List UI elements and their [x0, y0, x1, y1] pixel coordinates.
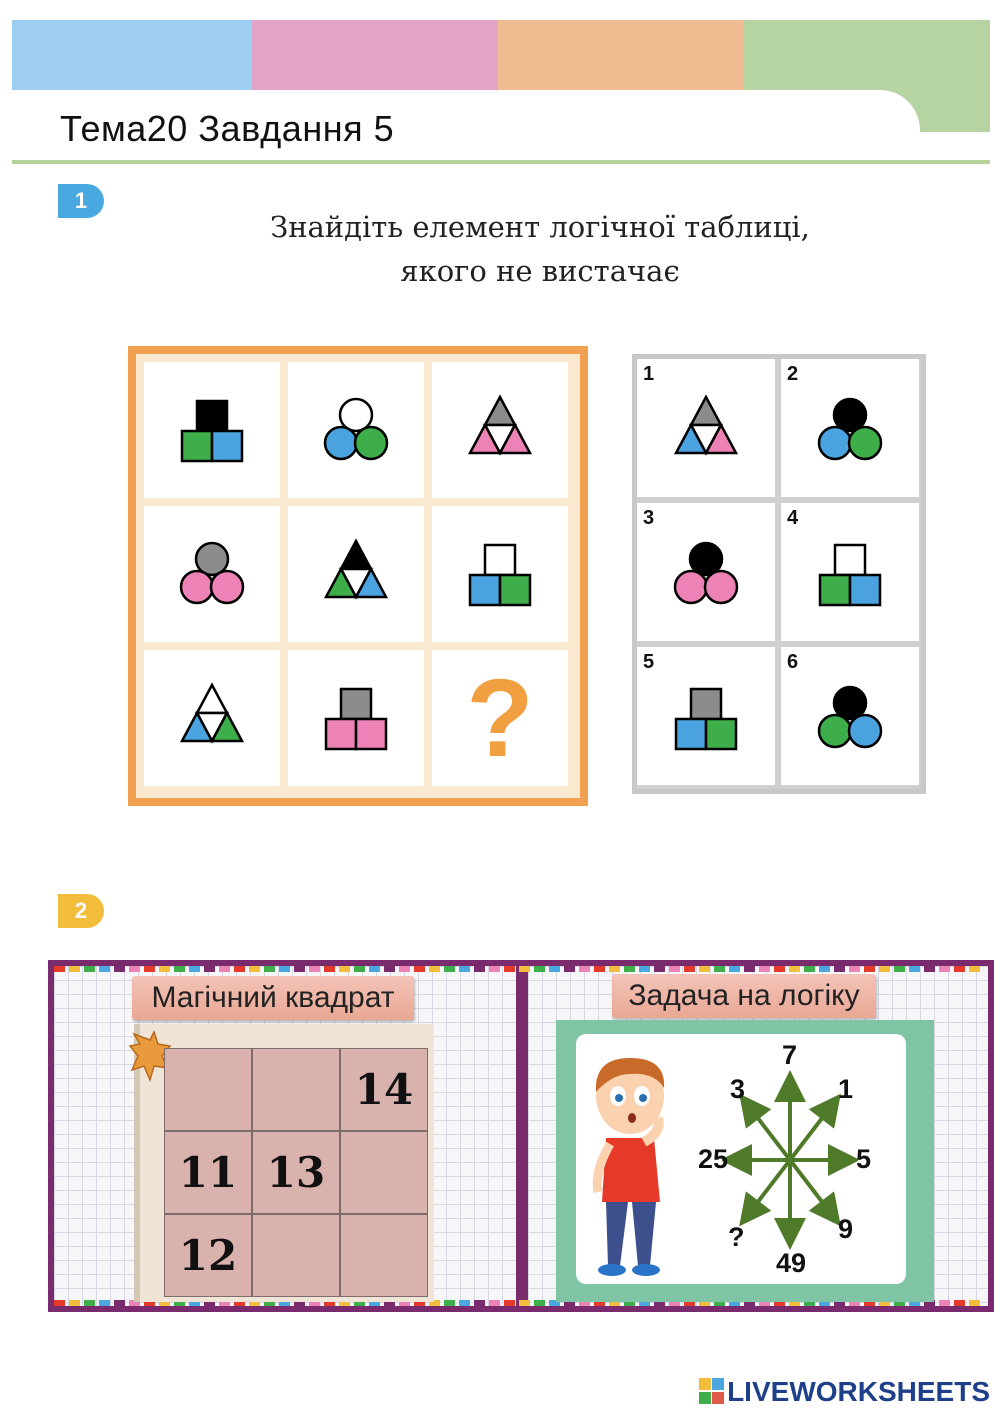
logic-table-cell: [144, 506, 280, 642]
option-number: 4: [787, 507, 799, 529]
answer-option-5[interactable]: [637, 647, 775, 785]
star-number-right: 5: [856, 1144, 872, 1174]
option-number: 5: [643, 651, 655, 673]
logic-table: [128, 346, 588, 806]
magic-square-empty-cell[interactable]: [252, 1214, 340, 1297]
star-number-top-left: 3: [730, 1074, 746, 1104]
instruction-line-1: Знайдіть елемент логічної таблиці,: [270, 210, 810, 244]
header-strip-green: [744, 20, 990, 90]
task-1-instruction: [200, 205, 880, 293]
circles-figure: [805, 673, 895, 767]
header-strip-orange: [498, 20, 744, 90]
answer-option-6[interactable]: [781, 647, 919, 785]
triangle-figure: [311, 529, 401, 623]
magic-square-title: Магічний квадрат: [132, 976, 414, 1020]
logic-table-cell: [432, 506, 568, 642]
magic-square-cell: 12: [164, 1214, 252, 1297]
squares-figure: [311, 673, 401, 767]
circles-figure: [805, 385, 895, 479]
question-mark-icon: ?: [466, 656, 534, 780]
magic-square-empty-cell[interactable]: [252, 1048, 340, 1131]
squares-figure: [455, 529, 545, 623]
magic-square-cell: 11: [164, 1131, 252, 1214]
answer-option-4[interactable]: [781, 503, 919, 641]
header-strip-blue: [12, 20, 252, 90]
option-number: 6: [787, 651, 799, 673]
missing-cell[interactable]: [432, 650, 568, 786]
triangle-figure: [661, 385, 751, 479]
logic-task-title: Задача на логіку: [612, 974, 876, 1018]
task-1-badge: 1: [58, 184, 104, 218]
logic-table-cell: [144, 362, 280, 498]
option-number: 3: [643, 507, 655, 529]
star-number-bottom: 49: [776, 1248, 807, 1278]
circles-figure: [167, 529, 257, 623]
logic-table-cell: [288, 650, 424, 786]
circles-figure: [661, 529, 751, 623]
header-strip-pink: [252, 20, 498, 90]
page-title: Тема20 Завдання 5: [60, 108, 395, 149]
panel-border-decoration: [54, 966, 988, 972]
boy-illustration: [584, 1052, 676, 1278]
magic-square-empty-cell[interactable]: [164, 1048, 252, 1131]
logic-table-cell: [432, 362, 568, 498]
answer-option-3[interactable]: [637, 503, 775, 641]
footer-logo-text: LIVEWORKSHEETS: [727, 1376, 990, 1407]
header-divider: [12, 160, 990, 164]
squares-figure: [167, 385, 257, 479]
triangle-figure: [455, 385, 545, 479]
squares-figure: [805, 529, 895, 623]
option-number: 1: [643, 363, 655, 385]
magic-square-empty-cell[interactable]: [340, 1131, 428, 1214]
answer-option-2[interactable]: [781, 359, 919, 497]
logic-table-cell: [288, 506, 424, 642]
option-number: 2: [787, 363, 799, 385]
star-number-left: 25: [698, 1144, 729, 1174]
answer-option-1[interactable]: [637, 359, 775, 497]
magic-square-grid: [164, 1048, 428, 1298]
footer-logo: [699, 1376, 990, 1408]
squares-figure: [661, 673, 751, 767]
answer-options: [632, 354, 926, 794]
instruction-line-2: якого не вистачає: [400, 254, 680, 288]
star-number-top: 7: [782, 1040, 798, 1070]
logo-icon: [699, 1378, 725, 1406]
logic-table-cell: [144, 650, 280, 786]
logic-table-cell: [288, 362, 424, 498]
star-number-bottom-left: ?: [728, 1222, 745, 1252]
star-number-top-right: 1: [838, 1074, 854, 1104]
magic-square-cell: 14: [340, 1048, 428, 1131]
triangle-figure: [167, 673, 257, 767]
task-2-badge: 2: [58, 894, 104, 928]
magic-square-cell: 13: [252, 1131, 340, 1214]
magic-square-empty-cell[interactable]: [340, 1214, 428, 1297]
star-number-bottom-right: 9: [838, 1214, 854, 1244]
circles-figure: [311, 385, 401, 479]
